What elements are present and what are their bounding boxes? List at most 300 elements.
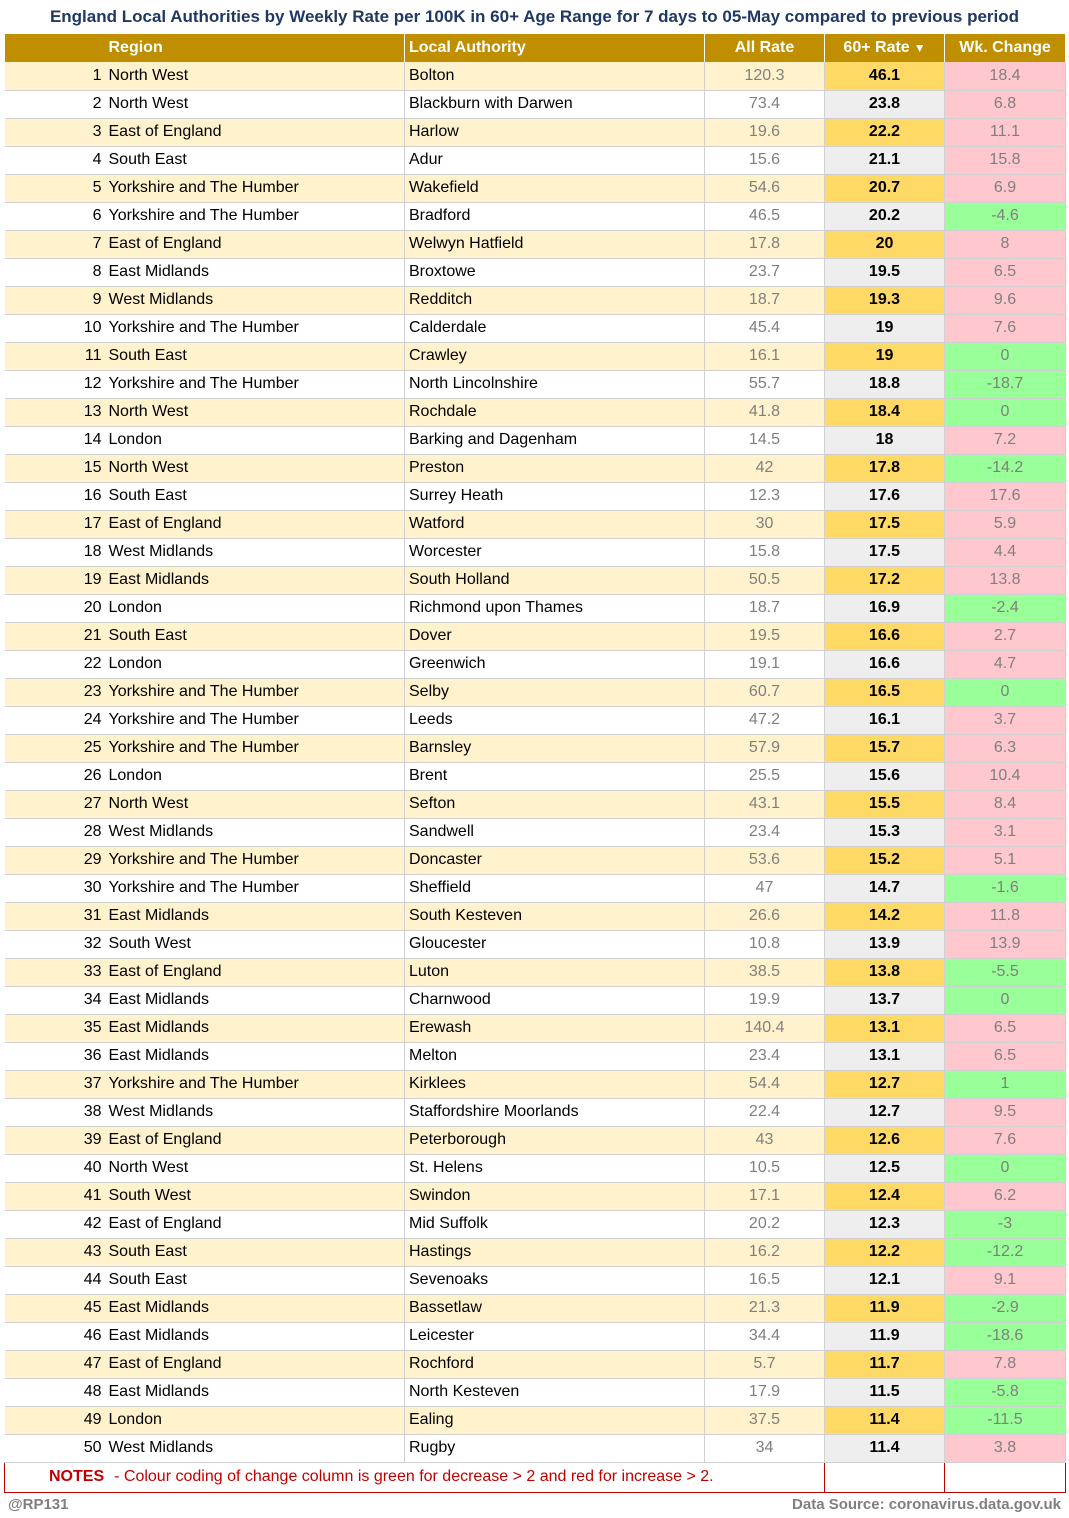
rank-cell: 44	[5, 1266, 105, 1294]
wk-change-cell: 15.8	[945, 146, 1066, 174]
all-rate-cell: 55.7	[705, 370, 825, 398]
local-authority-cell: Melton	[405, 1042, 705, 1070]
region-cell: North West	[105, 398, 405, 426]
table-row	[5, 1266, 1066, 1294]
rank-cell: 47	[5, 1350, 105, 1378]
wk-change-cell: 0	[945, 342, 1066, 370]
all-rate-cell: 37.5	[705, 1406, 825, 1434]
table-row	[5, 314, 1066, 342]
table-row	[5, 986, 1066, 1014]
table-row	[5, 538, 1066, 566]
all-rate-cell: 16.2	[705, 1238, 825, 1266]
local-authority-cell: Sefton	[405, 790, 705, 818]
wk-change-cell: 5.9	[945, 510, 1066, 538]
table-row	[5, 846, 1066, 874]
table-row	[5, 1182, 1066, 1210]
local-authority-column-header[interactable]: Local Authority	[405, 34, 705, 62]
region-cell: East Midlands	[105, 566, 405, 594]
rank-cell: 46	[5, 1322, 105, 1350]
rate-60-cell: 12.5	[825, 1154, 945, 1182]
all-rate-column-header[interactable]: All Rate	[705, 34, 825, 62]
all-rate-cell: 14.5	[705, 426, 825, 454]
rank-cell: 18	[5, 538, 105, 566]
local-authority-cell: Broxtowe	[405, 258, 705, 286]
rate-60-cell: 18.4	[825, 398, 945, 426]
table-row	[5, 1406, 1066, 1434]
table-row	[5, 62, 1066, 90]
table-row	[5, 650, 1066, 678]
local-authority-cell: Watford	[405, 510, 705, 538]
rank-cell: 7	[5, 230, 105, 258]
region-column-header[interactable]: Region	[105, 34, 405, 62]
all-rate-cell: 23.4	[705, 1042, 825, 1070]
table-row	[5, 146, 1066, 174]
wk-change-column-header[interactable]: Wk. Change	[945, 34, 1066, 62]
local-authority-cell: Swindon	[405, 1182, 705, 1210]
wk-change-cell: 8.4	[945, 790, 1066, 818]
table-row	[5, 1042, 1066, 1070]
all-rate-cell: 25.5	[705, 762, 825, 790]
table-row	[5, 454, 1066, 482]
local-authority-cell: South Holland	[405, 566, 705, 594]
table-header	[5, 34, 1066, 62]
rank-cell: 11	[5, 342, 105, 370]
table-row	[5, 1014, 1066, 1042]
all-rate-cell: 17.9	[705, 1378, 825, 1406]
all-rate-cell: 12.3	[705, 482, 825, 510]
all-rate-cell: 15.6	[705, 146, 825, 174]
rank-cell: 48	[5, 1378, 105, 1406]
rate-60-cell: 20.2	[825, 202, 945, 230]
rate-60-cell: 11.4	[825, 1434, 945, 1462]
region-cell: Yorkshire and The Humber	[105, 1070, 405, 1098]
all-rate-cell: 10.5	[705, 1154, 825, 1182]
all-rate-cell: 73.4	[705, 90, 825, 118]
wk-change-cell: 5.1	[945, 846, 1066, 874]
wk-change-cell: -5.8	[945, 1378, 1066, 1406]
wk-change-cell: 6.5	[945, 258, 1066, 286]
all-rate-cell: 53.6	[705, 846, 825, 874]
rank-cell: 5	[5, 174, 105, 202]
wk-change-cell: 3.8	[945, 1434, 1066, 1462]
table-row	[5, 426, 1066, 454]
local-authority-cell: Bassetlaw	[405, 1294, 705, 1322]
rank-cell: 31	[5, 902, 105, 930]
rate-60-cell: 13.9	[825, 930, 945, 958]
rate-60-cell: 16.9	[825, 594, 945, 622]
page-title: England Local Authorities by Weekly Rate per 100K in 60+ Age Range for 7 days to 05-May compared to previous period	[49, 7, 1020, 26]
local-authority-cell: Leicester	[405, 1322, 705, 1350]
table-row	[5, 902, 1066, 930]
local-authority-cell: Peterborough	[405, 1126, 705, 1154]
table-row	[5, 1070, 1066, 1098]
rate-60-cell: 19.5	[825, 258, 945, 286]
local-authority-cell: St. Helens	[405, 1154, 705, 1182]
rate-60-cell: 17.5	[825, 538, 945, 566]
rank-cell: 41	[5, 1182, 105, 1210]
rank-cell: 6	[5, 202, 105, 230]
local-authority-cell: Adur	[405, 146, 705, 174]
region-cell: Yorkshire and The Humber	[105, 706, 405, 734]
rate-60-cell: 20.7	[825, 174, 945, 202]
all-rate-cell: 38.5	[705, 958, 825, 986]
wk-change-cell: 4.4	[945, 538, 1066, 566]
local-authority-cell: Crawley	[405, 342, 705, 370]
notes-empty-cell	[825, 1462, 945, 1492]
rank-cell: 1	[5, 62, 105, 90]
all-rate-cell: 47	[705, 874, 825, 902]
region-cell: North West	[105, 454, 405, 482]
wk-change-cell: 7.6	[945, 314, 1066, 342]
all-rate-cell: 22.4	[705, 1098, 825, 1126]
all-rate-cell: 41.8	[705, 398, 825, 426]
table-row	[5, 118, 1066, 146]
rate-60-cell: 11.5	[825, 1378, 945, 1406]
rate-60-cell: 19.3	[825, 286, 945, 314]
local-authority-cell: Harlow	[405, 118, 705, 146]
table-row	[5, 1098, 1066, 1126]
rank-cell: 8	[5, 258, 105, 286]
all-rate-cell: 45.4	[705, 314, 825, 342]
region-cell: South East	[105, 342, 405, 370]
region-cell: East Midlands	[105, 1322, 405, 1350]
wk-change-cell: 9.5	[945, 1098, 1066, 1126]
rate-60-cell: 18	[825, 426, 945, 454]
table-row	[5, 90, 1066, 118]
rank-cell: 30	[5, 874, 105, 902]
local-authority-cell: Bradford	[405, 202, 705, 230]
wk-change-cell: -18.7	[945, 370, 1066, 398]
wk-change-cell: 7.8	[945, 1350, 1066, 1378]
local-authority-cell: Blackburn with Darwen	[405, 90, 705, 118]
region-cell: East of England	[105, 1126, 405, 1154]
wk-change-cell: 3.1	[945, 818, 1066, 846]
rate-60-cell: 16.5	[825, 678, 945, 706]
rate-60-cell: 13.8	[825, 958, 945, 986]
local-authority-cell: Sevenoaks	[405, 1266, 705, 1294]
rate-60-cell: 15.3	[825, 818, 945, 846]
local-authority-cell: Calderdale	[405, 314, 705, 342]
wk-change-cell: 6.2	[945, 1182, 1066, 1210]
region-cell: East Midlands	[105, 986, 405, 1014]
wk-change-cell: -18.6	[945, 1322, 1066, 1350]
all-rate-cell: 34	[705, 1434, 825, 1462]
all-rate-cell: 5.7	[705, 1350, 825, 1378]
rank-cell: 9	[5, 286, 105, 314]
local-authority-cell: Richmond upon Thames	[405, 594, 705, 622]
local-authority-cell: Redditch	[405, 286, 705, 314]
table-row	[5, 1126, 1066, 1154]
region-cell: Yorkshire and The Humber	[105, 846, 405, 874]
wk-change-cell: 17.6	[945, 482, 1066, 510]
local-authority-cell: Mid Suffolk	[405, 1210, 705, 1238]
rate-60-cell: 11.9	[825, 1322, 945, 1350]
rate-60-cell: 12.6	[825, 1126, 945, 1154]
table-row	[5, 258, 1066, 286]
local-authority-cell: Sheffield	[405, 874, 705, 902]
all-rate-cell: 18.7	[705, 286, 825, 314]
local-authority-cell: Greenwich	[405, 650, 705, 678]
table-row	[5, 734, 1066, 762]
rank-cell: 27	[5, 790, 105, 818]
rate-60-cell: 16.6	[825, 622, 945, 650]
wk-change-cell: 0	[945, 1154, 1066, 1182]
all-rate-cell: 43.1	[705, 790, 825, 818]
rate-60-cell: 12.7	[825, 1070, 945, 1098]
rank-cell: 33	[5, 958, 105, 986]
wk-change-cell: 6.5	[945, 1042, 1066, 1070]
rank-cell: 22	[5, 650, 105, 678]
region-cell: West Midlands	[105, 286, 405, 314]
region-cell: East of England	[105, 1350, 405, 1378]
rate-60-cell: 21.1	[825, 146, 945, 174]
wk-change-cell: -14.2	[945, 454, 1066, 482]
all-rate-cell: 10.8	[705, 930, 825, 958]
rank-cell: 20	[5, 594, 105, 622]
local-authority-cell: Barnsley	[405, 734, 705, 762]
local-authority-cell: Wakefield	[405, 174, 705, 202]
local-authority-cell: North Lincolnshire	[405, 370, 705, 398]
rate-60-header-label: 60+ Rate	[843, 39, 910, 56]
sort-descending-icon[interactable]: ▼	[913, 41, 926, 55]
wk-change-cell: 3.7	[945, 706, 1066, 734]
wk-change-cell: 0	[945, 398, 1066, 426]
rank-cell: 42	[5, 1210, 105, 1238]
rank-cell: 21	[5, 622, 105, 650]
region-cell: East Midlands	[105, 258, 405, 286]
table-row	[5, 510, 1066, 538]
table-row	[5, 930, 1066, 958]
all-rate-cell: 57.9	[705, 734, 825, 762]
wk-change-cell: 2.7	[945, 622, 1066, 650]
region-cell: South East	[105, 1266, 405, 1294]
region-cell: West Midlands	[105, 1434, 405, 1462]
wk-change-cell: 11.8	[945, 902, 1066, 930]
table-row	[5, 1238, 1066, 1266]
table-row	[5, 286, 1066, 314]
rank-cell: 15	[5, 454, 105, 482]
region-cell: London	[105, 426, 405, 454]
data-source: Data Source: coronavirus.data.gov.uk	[792, 1496, 1061, 1513]
region-cell: North West	[105, 90, 405, 118]
local-authority-cell: Ealing	[405, 1406, 705, 1434]
region-cell: North West	[105, 1154, 405, 1182]
all-rate-cell: 19.5	[705, 622, 825, 650]
rank-cell: 14	[5, 426, 105, 454]
all-rate-cell: 21.3	[705, 1294, 825, 1322]
table-row	[5, 622, 1066, 650]
all-rate-cell: 46.5	[705, 202, 825, 230]
rate-60-cell: 16.1	[825, 706, 945, 734]
rank-cell: 4	[5, 146, 105, 174]
region-cell: London	[105, 1406, 405, 1434]
local-authority-cell: Luton	[405, 958, 705, 986]
rank-cell: 38	[5, 1098, 105, 1126]
wk-change-cell: 1	[945, 1070, 1066, 1098]
local-authority-cell: Worcester	[405, 538, 705, 566]
rate-60-cell: 23.8	[825, 90, 945, 118]
wk-change-cell: 9.6	[945, 286, 1066, 314]
region-cell: South West	[105, 1182, 405, 1210]
table-row	[5, 482, 1066, 510]
local-authority-cell: Charnwood	[405, 986, 705, 1014]
local-authority-cell: Dover	[405, 622, 705, 650]
region-cell: London	[105, 594, 405, 622]
table-row	[5, 1350, 1066, 1378]
region-cell: South East	[105, 146, 405, 174]
region-cell: London	[105, 650, 405, 678]
wk-change-cell: 4.7	[945, 650, 1066, 678]
region-cell: Yorkshire and The Humber	[105, 370, 405, 398]
rate-60-cell: 17.2	[825, 566, 945, 594]
local-authority-cell: Selby	[405, 678, 705, 706]
local-authority-cell: Leeds	[405, 706, 705, 734]
table-row	[5, 1294, 1066, 1322]
rate-60-cell: 17.5	[825, 510, 945, 538]
wk-change-cell: -1.6	[945, 874, 1066, 902]
local-authority-cell: Rochford	[405, 1350, 705, 1378]
rank-cell: 16	[5, 482, 105, 510]
table-row	[5, 818, 1066, 846]
local-authority-cell: South Kesteven	[405, 902, 705, 930]
region-cell: Yorkshire and The Humber	[105, 734, 405, 762]
rate-60-column-header[interactable]	[825, 34, 945, 62]
all-rate-cell: 47.2	[705, 706, 825, 734]
table-row	[5, 958, 1066, 986]
all-rate-cell: 17.8	[705, 230, 825, 258]
local-authority-cell: Surrey Heath	[405, 482, 705, 510]
all-rate-cell: 26.6	[705, 902, 825, 930]
rate-60-cell: 13.1	[825, 1042, 945, 1070]
rank-cell: 45	[5, 1294, 105, 1322]
region-cell: South East	[105, 482, 405, 510]
notes-empty-cell	[945, 1462, 1066, 1492]
region-cell: East of England	[105, 230, 405, 258]
table-row	[5, 1322, 1066, 1350]
region-cell: East Midlands	[105, 1014, 405, 1042]
rank-cell: 39	[5, 1126, 105, 1154]
wk-change-cell: 18.4	[945, 62, 1066, 90]
region-cell: South East	[105, 622, 405, 650]
wk-change-cell: 10.4	[945, 762, 1066, 790]
rank-column-header	[5, 34, 105, 62]
local-authority-cell: Rochdale	[405, 398, 705, 426]
wk-change-cell: 7.2	[945, 426, 1066, 454]
wk-change-cell: -2.4	[945, 594, 1066, 622]
region-cell: East Midlands	[105, 902, 405, 930]
rate-60-cell: 46.1	[825, 62, 945, 90]
rate-60-cell: 17.6	[825, 482, 945, 510]
table-row	[5, 1378, 1066, 1406]
rate-60-cell: 15.7	[825, 734, 945, 762]
all-rate-cell: 23.7	[705, 258, 825, 286]
region-cell: South East	[105, 1238, 405, 1266]
local-authority-cell: Doncaster	[405, 846, 705, 874]
rate-60-cell: 11.7	[825, 1350, 945, 1378]
rank-cell: 13	[5, 398, 105, 426]
region-cell: Yorkshire and The Humber	[105, 202, 405, 230]
table-row	[5, 874, 1066, 902]
wk-change-cell: 13.8	[945, 566, 1066, 594]
wk-change-cell: -2.9	[945, 1294, 1066, 1322]
rate-60-cell: 12.3	[825, 1210, 945, 1238]
rank-cell: 37	[5, 1070, 105, 1098]
rate-60-cell: 14.7	[825, 874, 945, 902]
table-row	[5, 706, 1066, 734]
all-rate-cell: 54.4	[705, 1070, 825, 1098]
local-authority-cell: Preston	[405, 454, 705, 482]
rank-cell: 24	[5, 706, 105, 734]
wk-change-cell: -12.2	[945, 1238, 1066, 1266]
region-cell: East Midlands	[105, 1378, 405, 1406]
wk-change-cell: 6.3	[945, 734, 1066, 762]
local-authority-cell: Welwyn Hatfield	[405, 230, 705, 258]
rate-60-cell: 13.7	[825, 986, 945, 1014]
wk-change-cell: 6.5	[945, 1014, 1066, 1042]
table-body	[5, 62, 1066, 1462]
all-rate-cell: 50.5	[705, 566, 825, 594]
region-cell: Yorkshire and The Humber	[105, 314, 405, 342]
notes-row	[5, 1462, 1066, 1492]
rank-cell: 50	[5, 1434, 105, 1462]
all-rate-cell: 34.4	[705, 1322, 825, 1350]
local-authority-cell: Rugby	[405, 1434, 705, 1462]
rank-cell: 3	[5, 118, 105, 146]
rank-cell: 10	[5, 314, 105, 342]
rank-cell: 34	[5, 986, 105, 1014]
table-row	[5, 202, 1066, 230]
all-rate-cell: 60.7	[705, 678, 825, 706]
table-row	[5, 174, 1066, 202]
region-cell: East of England	[105, 118, 405, 146]
rank-cell: 35	[5, 1014, 105, 1042]
table-row	[5, 594, 1066, 622]
rank-cell: 23	[5, 678, 105, 706]
rate-60-cell: 11.9	[825, 1294, 945, 1322]
table-row	[5, 1434, 1066, 1462]
local-authority-cell: North Kesteven	[405, 1378, 705, 1406]
rank-cell: 19	[5, 566, 105, 594]
all-rate-cell: 15.8	[705, 538, 825, 566]
all-rate-cell: 20.2	[705, 1210, 825, 1238]
wk-change-cell: 13.9	[945, 930, 1066, 958]
table-row	[5, 370, 1066, 398]
all-rate-cell: 19.1	[705, 650, 825, 678]
wk-change-cell: 0	[945, 986, 1066, 1014]
region-cell: West Midlands	[105, 818, 405, 846]
all-rate-cell: 19.6	[705, 118, 825, 146]
rate-60-cell: 17.8	[825, 454, 945, 482]
wk-change-cell: 7.6	[945, 1126, 1066, 1154]
rate-60-cell: 12.2	[825, 1238, 945, 1266]
local-authority-cell: Brent	[405, 762, 705, 790]
rate-60-cell: 16.6	[825, 650, 945, 678]
region-cell: North West	[105, 62, 405, 90]
region-cell: East of England	[105, 1210, 405, 1238]
all-rate-cell: 120.3	[705, 62, 825, 90]
rank-cell: 32	[5, 930, 105, 958]
author-handle: @RP131	[8, 1496, 69, 1513]
rate-60-cell: 11.4	[825, 1406, 945, 1434]
all-rate-cell: 30	[705, 510, 825, 538]
wk-change-cell: -4.6	[945, 202, 1066, 230]
rank-cell: 43	[5, 1238, 105, 1266]
table-row	[5, 1210, 1066, 1238]
rate-60-cell: 12.1	[825, 1266, 945, 1294]
rank-cell: 17	[5, 510, 105, 538]
region-cell: East Midlands	[105, 1042, 405, 1070]
region-cell: East Midlands	[105, 1294, 405, 1322]
